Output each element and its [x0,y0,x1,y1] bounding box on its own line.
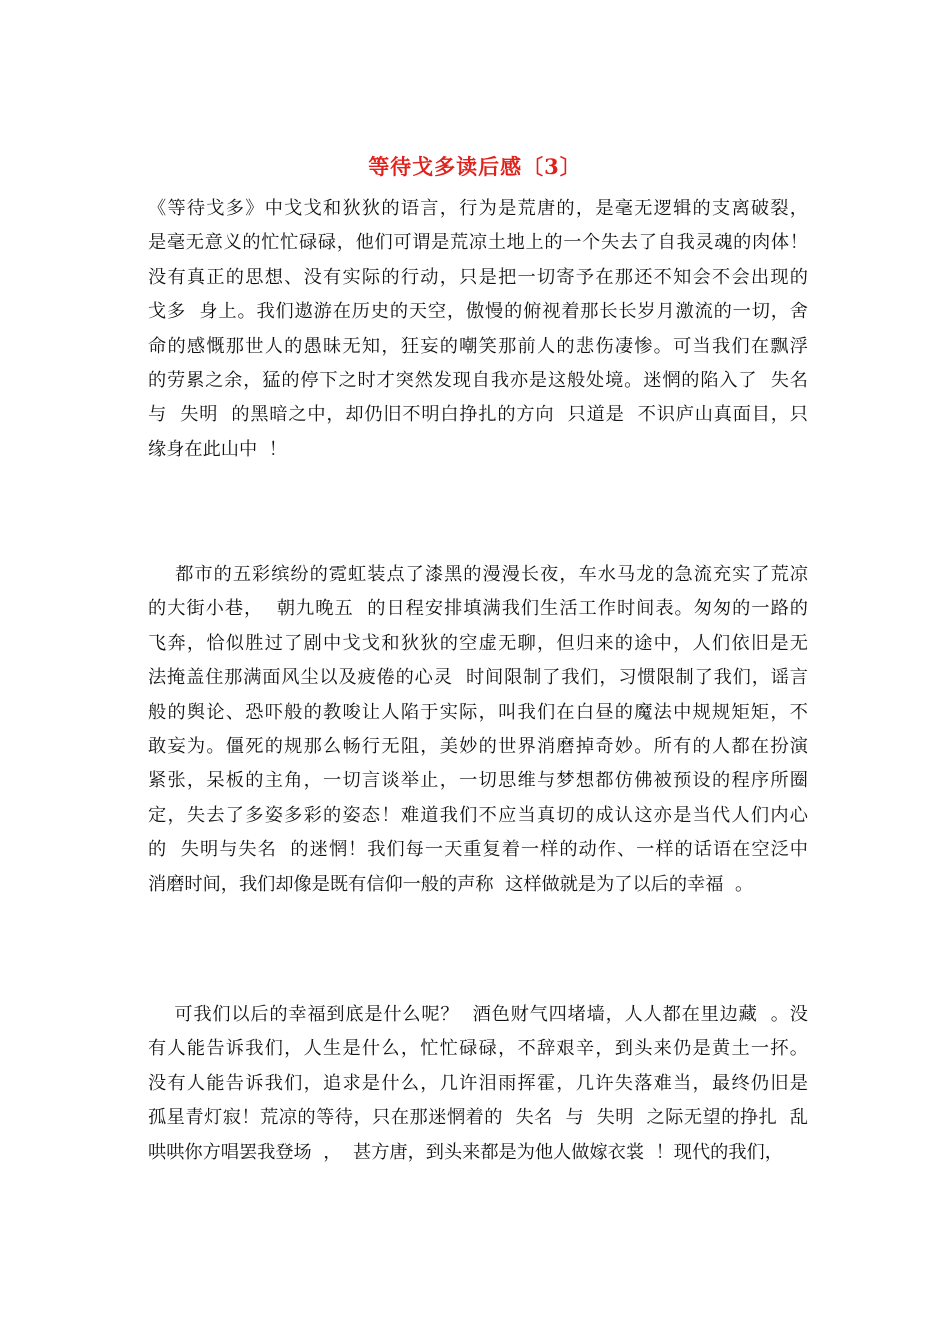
paragraph-line: 敢妄为。僵死的规那么畅行无阻，美妙的世界消磨掉奇妙。所有的人都在扮演 [148,736,808,758]
paragraph-line: 法掩盖住那满面风尘以及疲倦的心灵 时间限制了我们，习惯限制了我们，谣言 [148,667,808,689]
paragraph-line: 孤星青灯寂！荒凉的等待，只在那迷惘着的 失名 与 失明 之际无望的挣扎 乱 [148,1107,808,1129]
paragraph-line: 没有真正的思想、没有实际的行动，只是把一切寄予在那还不知会不会出现的 [148,266,808,288]
paragraph-line: 与 失明 的黑暗之中，却仍旧不明白挣扎的方向 只道是 不识庐山真面目，只 [148,404,808,426]
paragraph-line: 飞奔，恰似胜过了剧中戈戈和狄狄的空虚无聊，但归来的途中，人们依旧是无 [148,632,808,654]
paragraph-line: 有人能告诉我们，人生是什么，忙忙碌碌，不辞艰辛，到头来仍是黄土一抔。 [148,1038,808,1060]
paragraph-line: 《等待戈多》中戈戈和狄狄的语言，行为是荒唐的，是毫无逻辑的支离破裂， [148,198,808,219]
paragraph-line: 的大街小巷， 朝九晚五 的日程安排填满我们生活工作时间表。匆匆的一路的 [148,598,808,620]
paragraph-line: 的劳累之余，猛的停下之时才突然发现自我亦是这般处境。迷惘的陷入了 失名 [148,370,808,392]
paragraph-2 [148,558,808,902]
paragraph-line: 戈多 身上。我们遨游在历史的天空，傲慢的俯视着那长长岁月激流的一切，舍 [148,301,808,323]
document-title: 等待戈多读后感〔3〕 [368,154,582,179]
paragraph-3 [148,998,808,1170]
paragraph-line: 的 失明与失名 的迷惘！我们每一天重复着一样的动作、一样的话语在空泛中 [148,839,808,861]
paragraph-line: 没有人能告诉我们，追求是什么，几许泪雨挥霍，几许失落难当，最终仍旧是 [148,1072,808,1094]
paragraph-line: 紧张，呆板的主角，一切言谈举止，一切思维与梦想都仿佛被预设的程序所圈 [148,770,808,792]
paragraph-line: 是毫无意义的忙忙碌碌，他们可谓是荒凉土地上的一个失去了自我灵魂的肉体！ [148,232,808,254]
paragraph-line: 哄哄你方唱罢我登场 ， 甚方唐，到头来都是为他人做嫁衣裳 ！现代的我们， [148,1141,783,1163]
paragraph-line: 缘身在此山中 ！ [148,438,287,460]
paragraph-line: 都市的五彩缤纷的霓虹装点了漆黑的漫漫长夜，车水马龙的急流充实了荒凉 [148,564,808,585]
paragraph-line: 消磨时间，我们却像是既有信仰一般的声称 这样做就是为了以后的幸福 。 [148,873,754,895]
paragraph-line: 可我们以后的幸福到底是什么呢？ 酒色财气四堵墙，人人都在里边藏 。没 [148,1004,808,1025]
paragraph-line: 命的感慨那世人的愚昧无知，狂妄的嘲笑那前人的悲伤凄惨。可当我们在飘浮 [148,335,808,357]
paragraph-1 [148,192,808,467]
paragraph-line: 定，失去了多姿多彩的姿态！难道我们不应当真切的成认这亦是当代人们内心 [148,804,808,826]
paragraph-line: 般的舆论、恐吓般的教唆让人陷于实际，叫我们在白昼的魔法中规规矩矩，不 [148,701,808,723]
